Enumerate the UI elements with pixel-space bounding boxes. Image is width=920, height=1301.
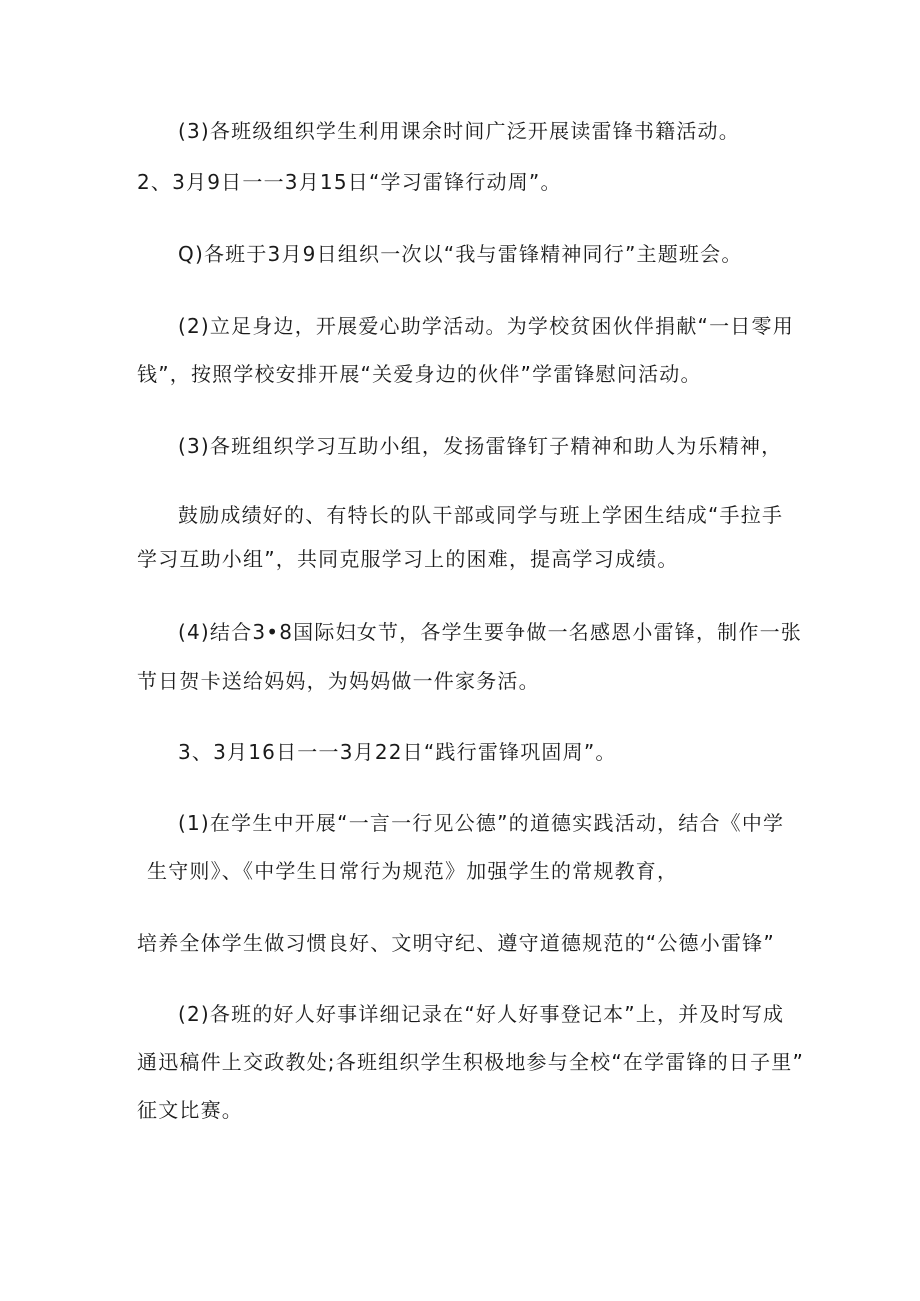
section-heading: 3、3月16日一一3月22日“践行雷锋巩固周”。	[178, 740, 617, 764]
paragraph-line: (4)结合3•8国际妇女节，各学生要争做一名感恩小雷锋，制作一张	[178, 620, 802, 644]
section-heading: 2、3月9日一一3月15日“学习雷锋行动周”。	[137, 170, 562, 194]
paragraph-line: 鼓励成绩好的、有特长的队干部或同学与班上学困生结成“手拉手	[178, 503, 784, 527]
paragraph-line: 征文比赛。	[137, 1098, 243, 1122]
paragraph-line: 学习互助小组”，共同克服学习上的困难，提高学习成绩。	[137, 547, 679, 571]
paragraph-line: 节日贺卡送给妈妈，为妈妈做一件家务活。	[137, 669, 540, 693]
paragraph-line: 通迅稿件上交政教处;各班组织学生积极地参与全校“在学雷锋的日子里”	[137, 1050, 805, 1074]
paragraph-line: Q)各班于3月9日组织一次以“我与雷锋精神同行”主题班会。	[178, 242, 743, 266]
paragraph-line: (2)立足身边，开展爱心助学活动。为学校贫困伙伴捐献“一日零用	[178, 314, 794, 338]
paragraph-line: (2)各班的好人好事详细记录在“好人好事登记本”上，并及时写成	[178, 1002, 785, 1026]
paragraph-line: 生守则》、《中学生日常行为规范》加强学生的常规教育，	[147, 859, 679, 883]
paragraph-line: 钱”，按照学校安排开展“关爱身边的伙伴”学雷锋慰问活动。	[137, 362, 702, 386]
paragraph-line: (1)在学生中开展“一言一行见公德”的道德实践活动，结合《中学	[178, 811, 785, 835]
paragraph-line: 培养全体学生做习惯良好、文明守纪、遵守道德规范的“公德小雷锋”	[137, 931, 775, 955]
paragraph-line: (3)各班组织学习互助小组，发扬雷锋钉子精神和助人为乐精神，	[178, 434, 783, 458]
paragraph-line: (3)各班级组织学生利用课余时间广泛开展读雷锋书籍活动。	[178, 119, 740, 143]
